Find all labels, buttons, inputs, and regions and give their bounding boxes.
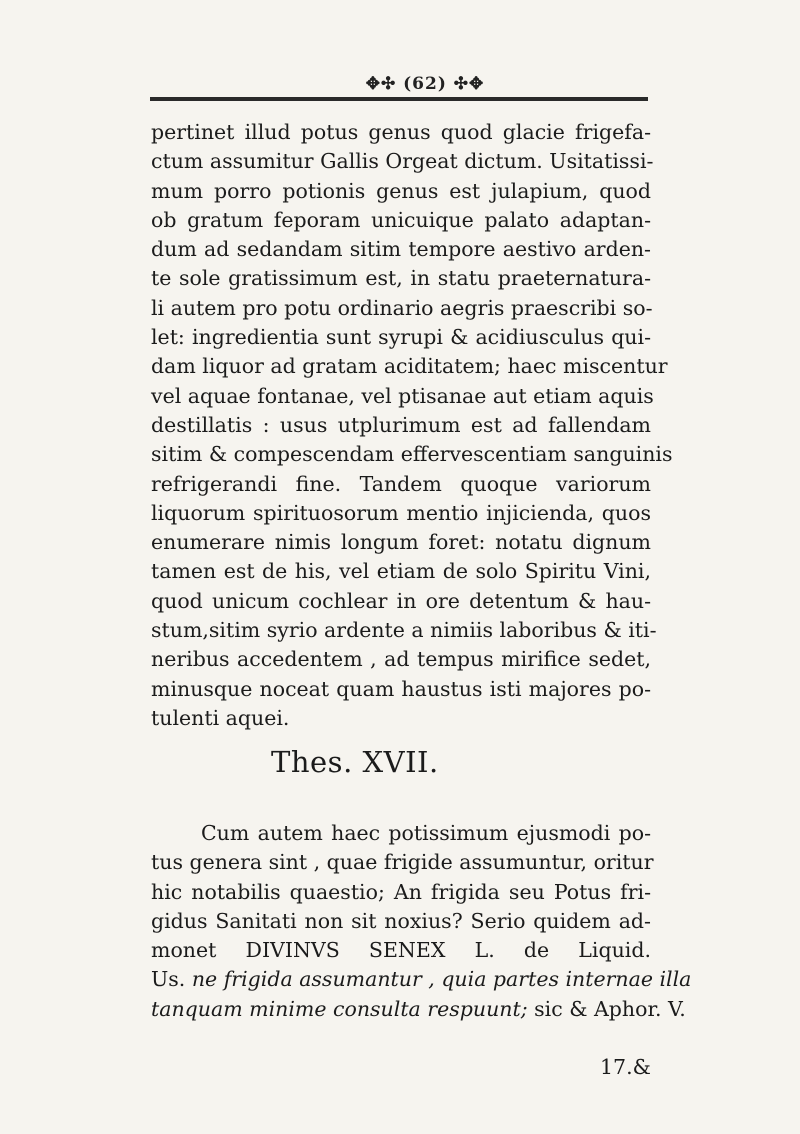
text-line: te sole gratissimum est, in statu praeternatura-	[151, 266, 651, 291]
paragraph-1	[151, 118, 673, 733]
text-line	[151, 995, 686, 1024]
italic-quote: tanquam minime consulta respuunt;	[151, 996, 528, 1021]
text-line: quod unicum cochlear in ore detentum & hau-	[151, 588, 651, 613]
text-line: dum ad sedandam sitim tempore aestivo arden-	[151, 237, 651, 262]
text-line: neribus accedentem , ad tempus mirifice sedet,	[151, 647, 651, 672]
text-line: hic notabilis quaestio; An frigida seu Potus fri-	[151, 879, 651, 904]
text-line: Cum autem haec potissimum ejusmodi po-	[201, 821, 651, 845]
text-line: destillatis : usus utplurimum est ad fallendam	[151, 412, 651, 437]
text-line: let: ingredientia sunt syrupi & acidiusculus qui-	[151, 325, 651, 350]
text-line: enumerare nimis longum foret: notatu dignum	[151, 530, 651, 555]
catchword: 17.&	[600, 1055, 651, 1079]
text-line: minusque noceat quam haustus isti majores po-	[151, 676, 651, 701]
text-line: stum,sitim syrio ardente a nimiis laboribus & iti-	[151, 618, 657, 643]
text-line	[151, 965, 692, 994]
text-line: sitim & compescendam effervescentiam sanguinis	[151, 442, 673, 467]
text-line: mum porro potionis genus est julapium, quod	[151, 178, 651, 203]
text-line: vel aquae fontanae, vel ptisanae aut etiam aquis	[151, 383, 654, 408]
text-line: ctum assumitur Gallis Orgeat dictum. Usitatissi-	[151, 149, 654, 174]
text-line: monet DIVINVS SENEX L. de Liquid.	[151, 938, 651, 963]
text-fragment: sic & Aphor. V.	[534, 996, 686, 1021]
text-line: tamen est de his, vel etiam de solo Spiritu Vini,	[151, 559, 651, 584]
text-line: gidus Sanitati non sit noxius? Serio quidem ad-	[151, 908, 651, 933]
text-line: tulenti aquei.	[151, 705, 290, 730]
text-line: ob gratum feporam unicuique palato adaptan-	[151, 207, 651, 232]
text-line: refrigerandi fine. Tandem quoque variorum	[151, 471, 651, 496]
text-line: li autem pro potu ordinario aegris praescribi so-	[151, 295, 653, 320]
text-line: pertinet illud potus genus quod glacie frigefa-	[151, 120, 651, 144]
text-line: liquorum spirituosorum mentio injicienda, quos	[151, 500, 651, 525]
italic-quote: ne frigida assumantur , quia partes internae illa	[191, 967, 692, 992]
text-line: dam liquor ad gratam aciditatem; haec miscentur	[151, 354, 668, 379]
header-rule	[150, 97, 648, 101]
section-heading: Thes. XVII.	[271, 745, 439, 779]
text-line: tus genera sint , quae frigide assumuntur, oritur	[151, 850, 654, 875]
text-fragment: Us.	[151, 967, 186, 992]
paragraph-2	[151, 819, 692, 1024]
header-ornament: ✥✣ (62) ✣✥	[365, 74, 485, 94]
